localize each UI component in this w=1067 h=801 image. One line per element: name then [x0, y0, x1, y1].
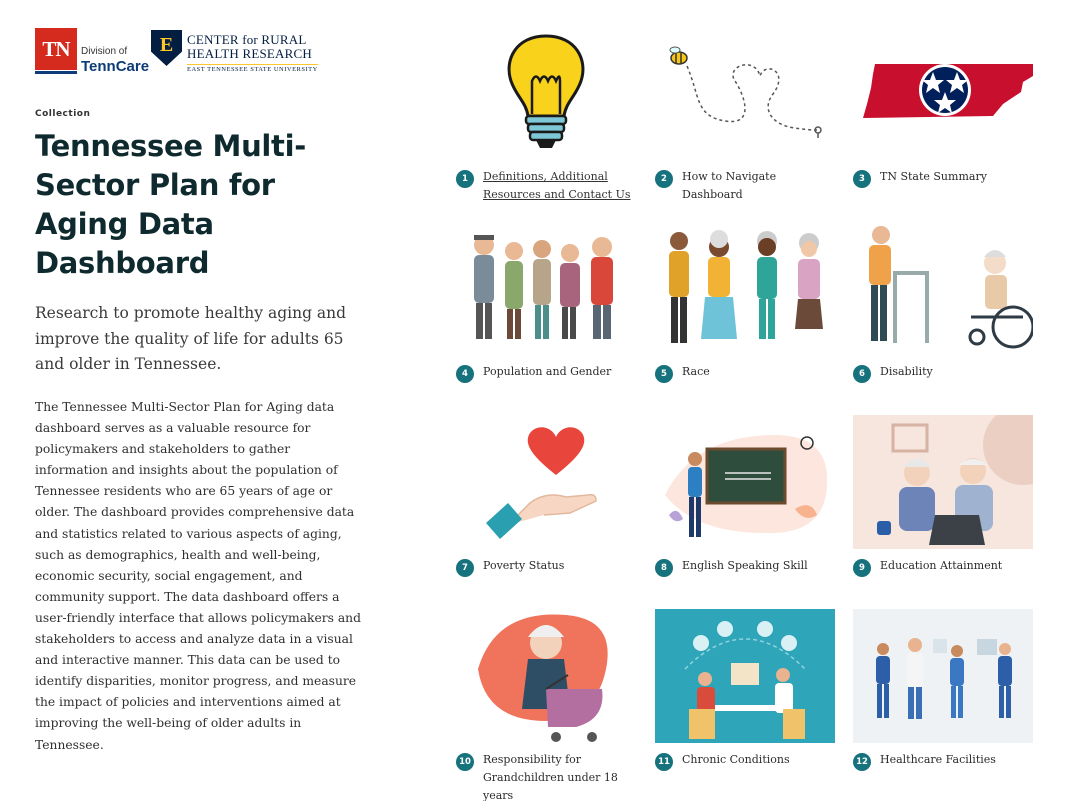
card-label[interactable]: Education Attainment [880, 559, 1003, 572]
card-number-badge: 5 [655, 365, 673, 383]
card-number-badge: 10 [456, 753, 474, 771]
etsu-shield-icon [151, 30, 182, 66]
card-label-link[interactable]: Definitions, Additional Resources and Contact Us [483, 170, 631, 201]
tenncare-logo[interactable] [35, 28, 77, 70]
lead-paragraph: Research to promote healthy aging and improve the quality of life for adults 65 and older in Tennessee. [35, 304, 347, 373]
tn-badge-text: TN [42, 36, 70, 61]
bee-path-icon[interactable] [655, 26, 835, 160]
card-number-badge: 12 [853, 753, 871, 771]
tenncare-division-label: Division of [81, 46, 128, 57]
heart-in-hand-icon[interactable] [456, 415, 636, 549]
crr-line-3: EAST TENNESSEE STATE UNIVERSITY [187, 66, 318, 73]
doctor-consultation-icon[interactable] [655, 609, 835, 743]
crr-line-1: CENTER for RURAL [187, 32, 307, 47]
card-label[interactable]: Race [682, 365, 710, 378]
card-label[interactable]: Responsibility for Grandchildren under 18 years [483, 753, 618, 801]
couple-laptop-icon[interactable] [853, 415, 1033, 549]
card-label[interactable]: Population and Gender [483, 365, 612, 378]
grandmother-stroller-icon[interactable] [456, 609, 636, 743]
card-number-badge: 3 [853, 170, 871, 188]
card-label[interactable]: Healthcare Facilities [880, 753, 996, 766]
card-label[interactable]: Disability [880, 365, 933, 378]
crr-line-2: HEALTH RESEARCH [187, 46, 312, 61]
card-label[interactable]: Chronic Conditions [682, 753, 790, 766]
lightbulb-icon[interactable] [456, 26, 636, 160]
crr-logo[interactable] [187, 33, 318, 74]
card-label[interactable]: TN State Summary [880, 170, 987, 183]
card-number-badge: 6 [853, 365, 871, 383]
card-number-badge: 8 [655, 559, 673, 577]
medical-staff-icon[interactable] [853, 609, 1033, 743]
walker-wheelchair-icon[interactable] [853, 221, 1033, 355]
tennessee-map-icon[interactable] [853, 26, 1033, 160]
elderly-group-icon[interactable] [456, 221, 636, 355]
teacher-chalkboard-icon[interactable] [655, 415, 835, 549]
card-number-badge: 2 [655, 170, 673, 188]
tenncare-wordmark [81, 47, 149, 74]
card-number-badge: 7 [456, 559, 474, 577]
tenncare-name: TennCare [81, 58, 150, 75]
header-logos [35, 28, 325, 76]
diverse-elders-icon[interactable] [655, 221, 835, 355]
card-number-badge: 11 [655, 753, 673, 771]
collection-label: Collection [35, 109, 91, 119]
description-paragraph: The Tennessee Multi-Sector Plan for Aging data dashboard serves as a valuable resource for policymakers and stakeholders to gather information and insights about the population of Tennessee residents who are 65 years of age or older. The dashboard provides comprehensive data and statistics related to various aspects of aging, such as demographics, health and well-being, economic security, social engagement, and community support. The data dashboard offers a user-friendly interface that allows policymakers and stakeholders to access and analyze data in a visual and interactive manner. This data can be used to identify disparities, monitor progress, and measure the impact of policies and interventions aimed at improving the well-being of older adults in Tennessee. [35, 400, 361, 752]
card-number-badge: 9 [853, 559, 871, 577]
card-number-badge: 4 [456, 365, 474, 383]
card-label[interactable]: How to Navigate Dashboard [682, 170, 777, 201]
card-label[interactable]: Poverty Status [483, 559, 565, 572]
card-label[interactable]: English Speaking Skill [682, 559, 808, 572]
card-number-badge: 1 [456, 170, 474, 188]
page-title: Tennessee Multi-Sector Plan for Aging Data Dashboard [35, 129, 306, 280]
